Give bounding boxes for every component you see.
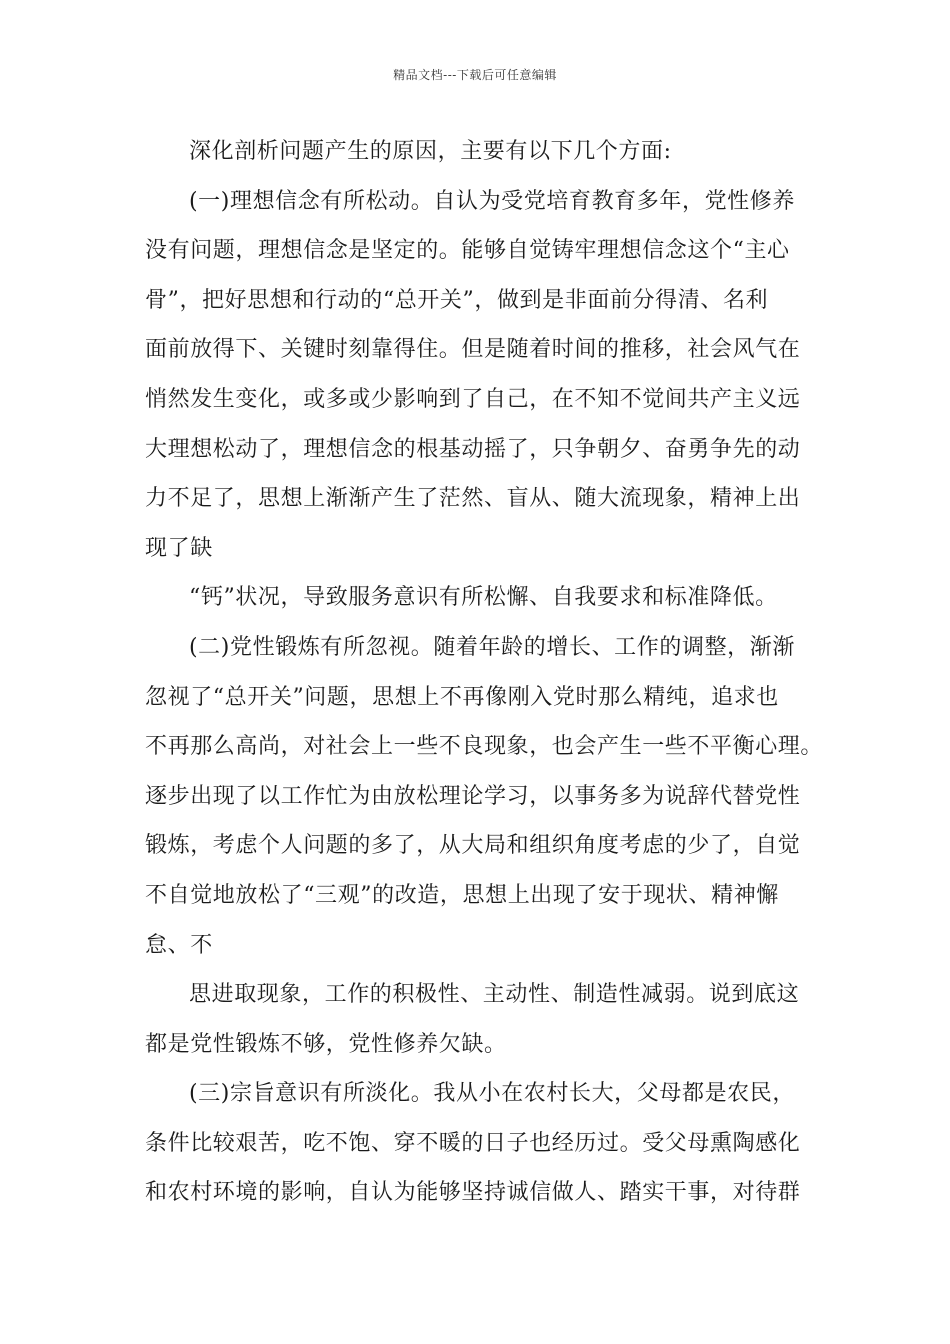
text-line: 现了缺 bbox=[145, 535, 213, 561]
text-line: “钙”状况，导致服务意识有所松懈、自我要求和标准降低。 bbox=[189, 585, 778, 611]
text-line: 力不足了，思想上渐渐产生了茫然、盲从、随大流现象，精神上出 bbox=[145, 486, 801, 512]
text-line: 忽视了“总开关”问题，思想上不再像刚入党时那么精纯，追求也 bbox=[145, 684, 779, 710]
text-line: 没有问题，理想信念是坚定的。能够自觉铸牢理想信念这个“主心 bbox=[145, 238, 790, 264]
text-line: (三)宗旨意识有所淡化。我从小在农村长大，父母都是农民， bbox=[189, 1081, 795, 1107]
text-line: 不再那么高尚，对社会上一些不良现象，也会产生一些不平衡心理。 bbox=[145, 734, 824, 760]
page-header: 精品文档---下载后可任意编辑 bbox=[393, 68, 557, 82]
text-line: 条件比较艰苦，吃不饱、穿不暖的日子也经历过。受父母熏陶感化 bbox=[145, 1130, 801, 1156]
text-line: 深化剖析问题产生的原因，主要有以下几个方面: bbox=[189, 139, 672, 164]
text-line: 面前放得下、关键时刻靠得住。但是随着时间的推移，社会风气在 bbox=[145, 337, 801, 363]
text-line: (一)理想信念有所松动。自认为受党培育教育多年，党性修养 bbox=[189, 188, 795, 214]
text-line: 悄然发生变化，或多或少影响到了自己，在不知不觉间共产主义远 bbox=[145, 386, 801, 412]
text-line: 怠、不 bbox=[145, 932, 213, 958]
text-line: 大理想松动了，理想信念的根基动摇了，只争朝夕、奋勇争先的动 bbox=[145, 436, 801, 462]
text-line: 不自觉地放松了“三观”的改造，思想上出现了安于现状、精神懈 bbox=[145, 882, 779, 908]
text-line: 锻炼，考虑个人问题的多了，从大局和组织角度考虑的少了，自觉 bbox=[145, 833, 801, 859]
text-line: 骨”，把好思想和行动的“总开关”，做到是非面前分得清、名利 bbox=[145, 287, 769, 313]
text-line: 思进取现象，工作的积极性、主动性、制造性减弱。说到底这 bbox=[189, 982, 800, 1008]
text-line: 都是党性锻炼不够，党性修养欠缺。 bbox=[145, 1031, 507, 1057]
text-line: (二)党性锻炼有所忽视。随着年龄的增长、工作的调整，渐渐 bbox=[189, 634, 795, 660]
document-body bbox=[145, 127, 824, 1218]
text-line: 和农村环境的影响，自认为能够坚持诚信做人、踏实干事，对待群 bbox=[145, 1180, 801, 1206]
text-line: 逐步出现了以工作忙为由放松理论学习，以事务多为说辞代替党性 bbox=[145, 783, 801, 809]
